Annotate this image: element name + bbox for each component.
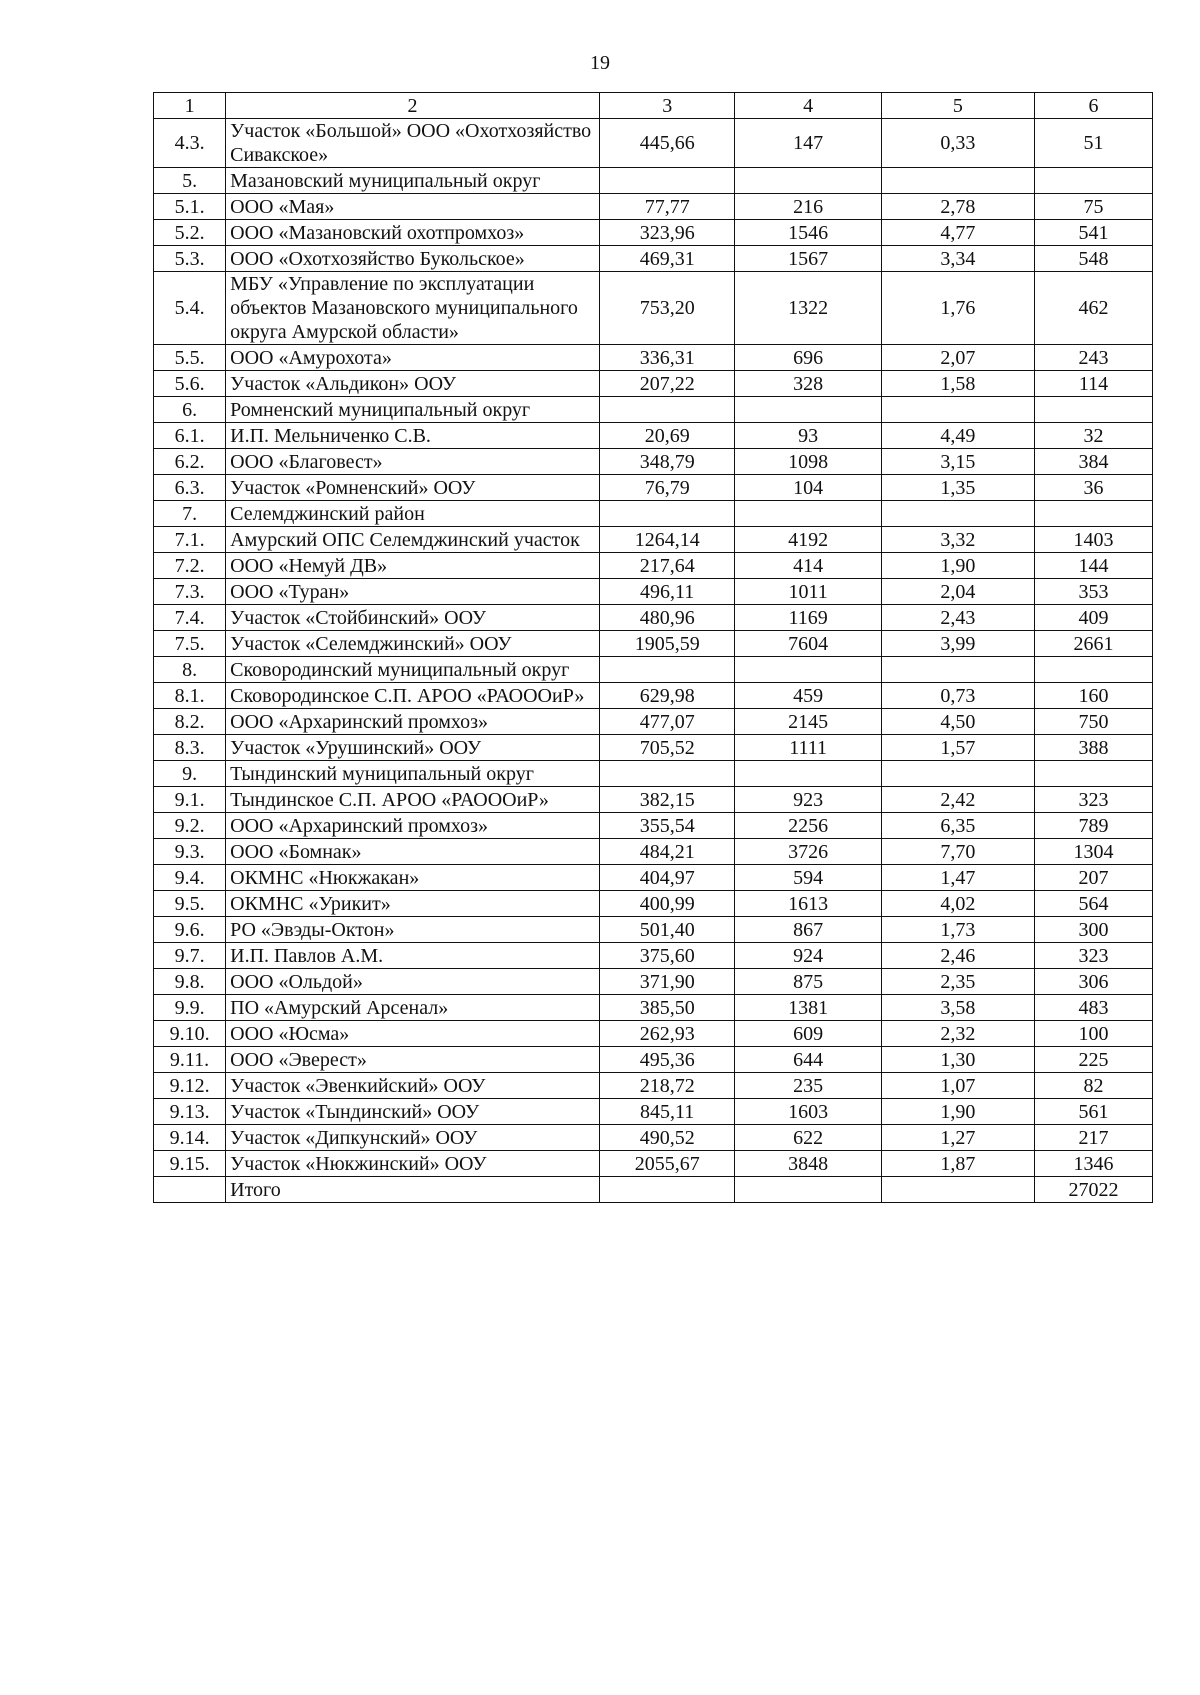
organization-name: РО «Эвэды-Октон»	[226, 917, 600, 943]
count-value	[735, 1177, 881, 1203]
count-value: 609	[735, 1021, 881, 1047]
count-value: 147	[735, 119, 881, 168]
row-number	[154, 1177, 226, 1203]
area-value: 705,52	[599, 735, 735, 761]
table-row	[154, 1047, 1153, 1073]
density-value: 1,90	[881, 1099, 1034, 1125]
table-row	[154, 891, 1153, 917]
count-value	[735, 168, 881, 194]
table-row	[154, 449, 1153, 475]
density-value: 3,15	[881, 449, 1034, 475]
row-number: 9.6.	[154, 917, 226, 943]
table-row	[154, 527, 1153, 553]
area-value: 445,66	[599, 119, 735, 168]
density-value: 2,43	[881, 605, 1034, 631]
organization-name: ООО «Ольдой»	[226, 969, 600, 995]
row-number: 5.4.	[154, 272, 226, 345]
density-value: 2,35	[881, 969, 1034, 995]
count-value	[735, 501, 881, 527]
count-value: 235	[735, 1073, 881, 1099]
organization-name: Участок «Урушинский» ООУ	[226, 735, 600, 761]
quota-value: 36	[1034, 475, 1152, 501]
table-row	[154, 1021, 1153, 1047]
quota-value: 51	[1034, 119, 1152, 168]
area-value: 385,50	[599, 995, 735, 1021]
row-number: 7.2.	[154, 553, 226, 579]
area-value: 469,31	[599, 246, 735, 272]
area-value: 496,11	[599, 579, 735, 605]
density-value	[881, 1177, 1034, 1203]
organization-name: ООО «Охотхозяйство Букольское»	[226, 246, 600, 272]
table-row	[154, 605, 1153, 631]
header-cell: 1	[154, 93, 226, 119]
table-row	[154, 969, 1153, 995]
row-number: 9.14.	[154, 1125, 226, 1151]
table-row	[154, 761, 1153, 787]
quota-value: 243	[1034, 345, 1152, 371]
count-value: 2145	[735, 709, 881, 735]
density-value: 2,78	[881, 194, 1034, 220]
count-value: 867	[735, 917, 881, 943]
header-cell: 4	[735, 93, 881, 119]
organization-name: ООО «Мазановский охотпромхоз»	[226, 220, 600, 246]
quota-value: 144	[1034, 553, 1152, 579]
area-value: 753,20	[599, 272, 735, 345]
quota-value: 1346	[1034, 1151, 1152, 1177]
area-value: 477,07	[599, 709, 735, 735]
area-value: 218,72	[599, 1073, 735, 1099]
organization-name: ООО «Юсма»	[226, 1021, 600, 1047]
area-value: 262,93	[599, 1021, 735, 1047]
area-value: 404,97	[599, 865, 735, 891]
organization-name: Амурский ОПС Селемджинский участок	[226, 527, 600, 553]
table-row	[154, 1099, 1153, 1125]
quota-value: 300	[1034, 917, 1152, 943]
quota-value	[1034, 397, 1152, 423]
quota-value	[1034, 168, 1152, 194]
area-value: 480,96	[599, 605, 735, 631]
count-value: 3848	[735, 1151, 881, 1177]
quota-value: 32	[1034, 423, 1152, 449]
table-row	[154, 683, 1153, 709]
density-value: 3,99	[881, 631, 1034, 657]
density-value	[881, 168, 1034, 194]
count-value: 924	[735, 943, 881, 969]
density-value: 4,50	[881, 709, 1034, 735]
density-value: 2,04	[881, 579, 1034, 605]
table-row	[154, 553, 1153, 579]
table-row	[154, 345, 1153, 371]
density-value: 1,47	[881, 865, 1034, 891]
count-value: 1098	[735, 449, 881, 475]
count-value: 1169	[735, 605, 881, 631]
row-number: 9.13.	[154, 1099, 226, 1125]
table-row	[154, 220, 1153, 246]
count-value: 93	[735, 423, 881, 449]
count-value: 216	[735, 194, 881, 220]
area-value: 400,99	[599, 891, 735, 917]
table-row	[154, 1177, 1153, 1203]
count-value: 1011	[735, 579, 881, 605]
quota-value: 548	[1034, 246, 1152, 272]
density-value: 4,02	[881, 891, 1034, 917]
area-value	[599, 657, 735, 683]
area-value: 20,69	[599, 423, 735, 449]
table-row	[154, 917, 1153, 943]
count-value: 622	[735, 1125, 881, 1151]
table-row	[154, 475, 1153, 501]
count-value: 459	[735, 683, 881, 709]
row-number: 6.1.	[154, 423, 226, 449]
quota-value: 306	[1034, 969, 1152, 995]
density-value: 6,35	[881, 813, 1034, 839]
organization-name: Участок «Большой» ООО «Охотхозяйство Сивакское»	[226, 119, 600, 168]
table-row	[154, 1125, 1153, 1151]
area-value: 76,79	[599, 475, 735, 501]
density-value: 4,49	[881, 423, 1034, 449]
row-number: 9.11.	[154, 1047, 226, 1073]
area-value: 77,77	[599, 194, 735, 220]
organization-name: ООО «Архаринский промхоз»	[226, 709, 600, 735]
organization-name: ООО «Мая»	[226, 194, 600, 220]
row-number: 6.2.	[154, 449, 226, 475]
count-value: 328	[735, 371, 881, 397]
table-row	[154, 709, 1153, 735]
organization-name: ООО «Архаринский промхоз»	[226, 813, 600, 839]
organization-name: ОКМНС «Нюкжакан»	[226, 865, 600, 891]
quota-value: 75	[1034, 194, 1152, 220]
row-number: 6.3.	[154, 475, 226, 501]
quota-value: 1403	[1034, 527, 1152, 553]
area-value: 371,90	[599, 969, 735, 995]
area-value: 336,31	[599, 345, 735, 371]
quota-value: 27022	[1034, 1177, 1152, 1203]
count-value: 2256	[735, 813, 881, 839]
area-value: 375,60	[599, 943, 735, 969]
density-value: 0,33	[881, 119, 1034, 168]
count-value: 1546	[735, 220, 881, 246]
organization-name: ООО «Амурохота»	[226, 345, 600, 371]
quota-value: 789	[1034, 813, 1152, 839]
area-value	[599, 1177, 735, 1203]
row-number: 4.3.	[154, 119, 226, 168]
organization-name: Тындинское С.П. АРОО «РАОООиР»	[226, 787, 600, 813]
density-value: 1,90	[881, 553, 1034, 579]
row-number: 7.5.	[154, 631, 226, 657]
density-value: 1,27	[881, 1125, 1034, 1151]
row-number: 9.10.	[154, 1021, 226, 1047]
table-row	[154, 995, 1153, 1021]
area-value: 382,15	[599, 787, 735, 813]
quota-value: 160	[1034, 683, 1152, 709]
row-number: 9.5.	[154, 891, 226, 917]
row-number: 9.7.	[154, 943, 226, 969]
area-value: 207,22	[599, 371, 735, 397]
organization-name: Участок «Альдикон» ООУ	[226, 371, 600, 397]
row-number: 9.15.	[154, 1151, 226, 1177]
table-body	[154, 93, 1153, 1203]
row-number: 7.3.	[154, 579, 226, 605]
organization-name: Участок «Нюкжинский» ООУ	[226, 1151, 600, 1177]
area-value: 217,64	[599, 553, 735, 579]
row-number: 9.4.	[154, 865, 226, 891]
row-number: 9.12.	[154, 1073, 226, 1099]
density-value	[881, 761, 1034, 787]
density-value: 7,70	[881, 839, 1034, 865]
organization-name: ООО «Немуй ДВ»	[226, 553, 600, 579]
area-value: 1264,14	[599, 527, 735, 553]
row-number: 9.3.	[154, 839, 226, 865]
row-number: 8.	[154, 657, 226, 683]
quota-value: 2661	[1034, 631, 1152, 657]
quota-value: 207	[1034, 865, 1152, 891]
row-number: 9.8.	[154, 969, 226, 995]
table-row	[154, 735, 1153, 761]
table-row	[154, 657, 1153, 683]
row-number: 9.9.	[154, 995, 226, 1021]
density-value: 1,73	[881, 917, 1034, 943]
count-value	[735, 761, 881, 787]
count-value: 1111	[735, 735, 881, 761]
header-row	[154, 93, 1153, 119]
table-row	[154, 272, 1153, 345]
quota-value: 323	[1034, 943, 1152, 969]
row-number: 5.5.	[154, 345, 226, 371]
quota-value	[1034, 761, 1152, 787]
quota-value: 100	[1034, 1021, 1152, 1047]
organization-name: И.П. Павлов А.М.	[226, 943, 600, 969]
row-number: 9.	[154, 761, 226, 787]
organization-name: Сковородинский муниципальный округ	[226, 657, 600, 683]
organization-name: Участок «Тындинский» ООУ	[226, 1099, 600, 1125]
count-value: 644	[735, 1047, 881, 1073]
count-value	[735, 397, 881, 423]
table-row	[154, 839, 1153, 865]
count-value: 1603	[735, 1099, 881, 1125]
area-value: 629,98	[599, 683, 735, 709]
area-value	[599, 397, 735, 423]
row-number: 9.1.	[154, 787, 226, 813]
quota-value	[1034, 657, 1152, 683]
quota-value: 483	[1034, 995, 1152, 1021]
quota-value: 217	[1034, 1125, 1152, 1151]
count-value: 875	[735, 969, 881, 995]
count-value	[735, 657, 881, 683]
organization-name: И.П. Мельниченко С.В.	[226, 423, 600, 449]
quota-value: 388	[1034, 735, 1152, 761]
count-value: 1322	[735, 272, 881, 345]
table-row	[154, 579, 1153, 605]
area-value: 348,79	[599, 449, 735, 475]
organization-name: Тындинский муниципальный округ	[226, 761, 600, 787]
row-number: 8.2.	[154, 709, 226, 735]
organization-name: Участок «Ромненский» ООУ	[226, 475, 600, 501]
row-number: 5.2.	[154, 220, 226, 246]
density-value	[881, 397, 1034, 423]
table-row	[154, 943, 1153, 969]
area-value: 495,36	[599, 1047, 735, 1073]
row-number: 7.1.	[154, 527, 226, 553]
area-value: 355,54	[599, 813, 735, 839]
organization-name: Участок «Дипкунский» ООУ	[226, 1125, 600, 1151]
count-value: 594	[735, 865, 881, 891]
area-value: 845,11	[599, 1099, 735, 1125]
header-cell: 3	[599, 93, 735, 119]
header-cell: 5	[881, 93, 1034, 119]
page-number: 19	[590, 52, 610, 74]
count-value: 1381	[735, 995, 881, 1021]
quota-value: 82	[1034, 1073, 1152, 1099]
table-row	[154, 1073, 1153, 1099]
row-number: 8.3.	[154, 735, 226, 761]
data-table	[153, 92, 1153, 1203]
table-row	[154, 246, 1153, 272]
organization-name: ООО «Туран»	[226, 579, 600, 605]
table-row	[154, 168, 1153, 194]
organization-name: ПО «Амурский Арсенал»	[226, 995, 600, 1021]
area-value: 1905,59	[599, 631, 735, 657]
density-value: 3,58	[881, 995, 1034, 1021]
row-number: 7.	[154, 501, 226, 527]
density-value	[881, 657, 1034, 683]
row-number: 7.4.	[154, 605, 226, 631]
header-cell: 2	[226, 93, 600, 119]
density-value: 3,32	[881, 527, 1034, 553]
area-value	[599, 761, 735, 787]
row-number: 5.6.	[154, 371, 226, 397]
organization-name: Селемджинский район	[226, 501, 600, 527]
quota-value: 462	[1034, 272, 1152, 345]
table-row	[154, 631, 1153, 657]
organization-name: ОКМНС «Урикит»	[226, 891, 600, 917]
table-row	[154, 371, 1153, 397]
row-number: 5.	[154, 168, 226, 194]
count-value: 104	[735, 475, 881, 501]
density-value: 1,87	[881, 1151, 1034, 1177]
area-value	[599, 501, 735, 527]
quota-value: 384	[1034, 449, 1152, 475]
table-row	[154, 787, 1153, 813]
table-row	[154, 194, 1153, 220]
density-value: 1,76	[881, 272, 1034, 345]
count-value: 4192	[735, 527, 881, 553]
table-row	[154, 865, 1153, 891]
organization-name: Участок «Стойбинский» ООУ	[226, 605, 600, 631]
table-row	[154, 397, 1153, 423]
quota-value: 1304	[1034, 839, 1152, 865]
row-number: 8.1.	[154, 683, 226, 709]
density-value: 3,34	[881, 246, 1034, 272]
area-value: 484,21	[599, 839, 735, 865]
table-row	[154, 501, 1153, 527]
header-cell: 6	[1034, 93, 1152, 119]
count-value: 696	[735, 345, 881, 371]
quota-value: 564	[1034, 891, 1152, 917]
density-value: 1,07	[881, 1073, 1034, 1099]
count-value: 1613	[735, 891, 881, 917]
density-value: 0,73	[881, 683, 1034, 709]
count-value: 923	[735, 787, 881, 813]
organization-name: Итого	[226, 1177, 600, 1203]
table-row	[154, 119, 1153, 168]
quota-value: 541	[1034, 220, 1152, 246]
quota-value: 225	[1034, 1047, 1152, 1073]
quota-value: 114	[1034, 371, 1152, 397]
row-number: 5.3.	[154, 246, 226, 272]
density-value: 1,57	[881, 735, 1034, 761]
organization-name: ООО «Эверест»	[226, 1047, 600, 1073]
density-value: 2,42	[881, 787, 1034, 813]
organization-name: ООО «Бомнак»	[226, 839, 600, 865]
row-number: 5.1.	[154, 194, 226, 220]
row-number: 9.2.	[154, 813, 226, 839]
density-value: 2,46	[881, 943, 1034, 969]
organization-name: Мазановский муниципальный округ	[226, 168, 600, 194]
quota-value: 750	[1034, 709, 1152, 735]
count-value: 7604	[735, 631, 881, 657]
density-value: 2,07	[881, 345, 1034, 371]
quota-value: 323	[1034, 787, 1152, 813]
count-value: 1567	[735, 246, 881, 272]
density-value: 4,77	[881, 220, 1034, 246]
area-value: 501,40	[599, 917, 735, 943]
organization-name: Сковородинское С.П. АРОО «РАОООиР»	[226, 683, 600, 709]
density-value: 1,58	[881, 371, 1034, 397]
density-value	[881, 501, 1034, 527]
area-value: 2055,67	[599, 1151, 735, 1177]
density-value: 1,35	[881, 475, 1034, 501]
area-value: 323,96	[599, 220, 735, 246]
area-value: 490,52	[599, 1125, 735, 1151]
quota-value: 353	[1034, 579, 1152, 605]
area-value	[599, 168, 735, 194]
organization-name: МБУ «Управление по эксплуатации объектов Мазановского муниципального округа Амурской области»	[226, 272, 600, 345]
quota-value: 409	[1034, 605, 1152, 631]
density-value: 2,32	[881, 1021, 1034, 1047]
table-row	[154, 423, 1153, 449]
quota-value: 561	[1034, 1099, 1152, 1125]
row-number: 6.	[154, 397, 226, 423]
organization-name: Участок «Эвенкийский» ООУ	[226, 1073, 600, 1099]
count-value: 3726	[735, 839, 881, 865]
organization-name: Участок «Селемджинский» ООУ	[226, 631, 600, 657]
density-value: 1,30	[881, 1047, 1034, 1073]
table-row	[154, 813, 1153, 839]
quota-value	[1034, 501, 1152, 527]
organization-name: ООО «Благовест»	[226, 449, 600, 475]
table-row	[154, 1151, 1153, 1177]
count-value: 414	[735, 553, 881, 579]
organization-name: Ромненский муниципальный округ	[226, 397, 600, 423]
